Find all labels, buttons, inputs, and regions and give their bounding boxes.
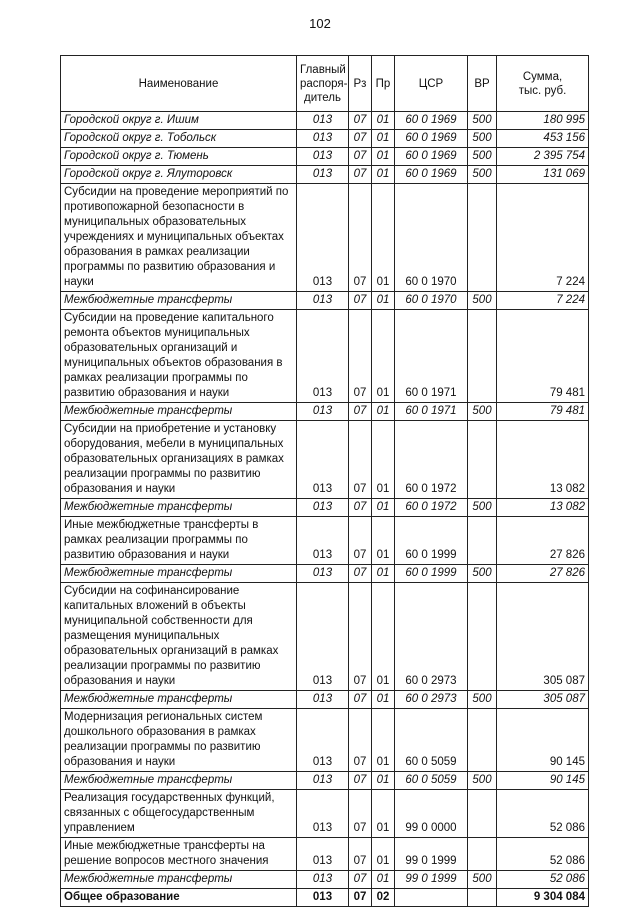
- cell-sum: 131 069: [497, 166, 589, 184]
- cell-pr: 01: [372, 583, 395, 691]
- cell-admin: 013: [297, 889, 349, 907]
- cell-csr: 60 0 1970: [395, 184, 468, 292]
- cell-rz: 07: [349, 517, 372, 565]
- table-row: [61, 871, 589, 889]
- cell-sum: 27 826: [497, 517, 589, 565]
- table-row: [61, 691, 589, 709]
- cell-sum: 9 304 084: [497, 889, 589, 907]
- cell-vr: 500: [468, 112, 497, 130]
- header-csr: ЦСР: [395, 56, 468, 112]
- cell-rz: 07: [349, 772, 372, 790]
- cell-rz: 07: [349, 565, 372, 583]
- header-rz: Рз: [349, 56, 372, 112]
- cell-admin: 013: [297, 403, 349, 421]
- cell-csr: 60 0 1970: [395, 292, 468, 310]
- cell-rz: 07: [349, 838, 372, 871]
- cell-name: Субсидии на проведение капитального ремонта объектов муниципальных образовательных организаций и муниципальных объектов образования в рамках реализации программы по развитию образования и науки: [61, 310, 297, 403]
- cell-name: Реализация государственных функций, связанных с общегосударственным управлением: [61, 790, 297, 838]
- cell-vr: 500: [468, 565, 497, 583]
- cell-pr: 01: [372, 517, 395, 565]
- cell-sum: 180 995: [497, 112, 589, 130]
- cell-pr: 01: [372, 691, 395, 709]
- cell-sum: 90 145: [497, 772, 589, 790]
- cell-csr: 99 0 1999: [395, 838, 468, 871]
- cell-sum: 13 082: [497, 499, 589, 517]
- table-row: [61, 583, 589, 691]
- cell-csr: 60 0 1971: [395, 403, 468, 421]
- cell-pr: 01: [372, 790, 395, 838]
- cell-vr: 500: [468, 130, 497, 148]
- cell-vr: [468, 790, 497, 838]
- cell-vr: [468, 709, 497, 772]
- cell-csr: 60 0 2973: [395, 583, 468, 691]
- cell-admin: 013: [297, 517, 349, 565]
- cell-name: Межбюджетные трансферты: [61, 499, 297, 517]
- header-pr: Пр: [372, 56, 395, 112]
- cell-rz: 07: [349, 130, 372, 148]
- cell-csr: 99 0 1999: [395, 871, 468, 889]
- header-admin-line-3: дитель: [304, 91, 341, 104]
- cell-name: Межбюджетные трансферты: [61, 292, 297, 310]
- table-row: [61, 184, 589, 292]
- cell-csr: 60 0 5059: [395, 709, 468, 772]
- cell-csr: 60 0 1969: [395, 148, 468, 166]
- cell-name: Городской округ г. Тюмень: [61, 148, 297, 166]
- cell-name: Субсидии на софинансирование капитальных вложений в объекты муниципальной собственности для размещения муниципальных образовательных организаций в рамках реализации программы по развитию образования и науки: [61, 583, 297, 691]
- cell-name: Межбюджетные трансферты: [61, 871, 297, 889]
- cell-vr: [468, 184, 497, 292]
- cell-rz: 07: [349, 709, 372, 772]
- cell-rz: 07: [349, 166, 372, 184]
- cell-sum: 13 082: [497, 421, 589, 499]
- table-row: [61, 310, 589, 403]
- cell-pr: 01: [372, 130, 395, 148]
- cell-pr: 01: [372, 166, 395, 184]
- cell-name: Межбюджетные трансферты: [61, 565, 297, 583]
- budget-body: [61, 112, 589, 907]
- cell-admin: 013: [297, 112, 349, 130]
- cell-rz: 07: [349, 184, 372, 292]
- cell-admin: 013: [297, 130, 349, 148]
- table-row: [61, 790, 589, 838]
- header-admin: [297, 56, 349, 112]
- cell-csr: 60 0 1972: [395, 499, 468, 517]
- header-sum-line-2: тыс. руб.: [518, 84, 567, 97]
- cell-rz: 07: [349, 310, 372, 403]
- cell-sum: 52 086: [497, 790, 589, 838]
- cell-rz: 07: [349, 691, 372, 709]
- table-row: [61, 565, 589, 583]
- cell-vr: 500: [468, 166, 497, 184]
- cell-sum: 27 826: [497, 565, 589, 583]
- header-sum-line-1: Сумма,: [522, 70, 563, 83]
- header-name: Наименование: [61, 56, 297, 112]
- cell-admin: 013: [297, 166, 349, 184]
- cell-name: Модернизация региональных систем дошкольного образования в рамках реализации программы по развитию образования и науки: [61, 709, 297, 772]
- cell-csr: 60 0 1969: [395, 166, 468, 184]
- table-row: [61, 130, 589, 148]
- cell-admin: 013: [297, 421, 349, 499]
- cell-rz: 07: [349, 499, 372, 517]
- cell-sum: 79 481: [497, 403, 589, 421]
- cell-admin: 013: [297, 148, 349, 166]
- cell-csr: 60 0 5059: [395, 772, 468, 790]
- cell-vr: [468, 421, 497, 499]
- cell-csr: 60 0 1969: [395, 112, 468, 130]
- cell-rz: 07: [349, 403, 372, 421]
- cell-name: Субсидии на проведение мероприятий по противопожарной безопасности в муниципальных образовательных учреждениях и муниципальных объектах образования в рамках реализации программы по развитию образования и науки: [61, 184, 297, 292]
- cell-admin: 013: [297, 499, 349, 517]
- page-number: 102: [309, 16, 331, 31]
- cell-rz: 07: [349, 583, 372, 691]
- table-row: [61, 148, 589, 166]
- cell-admin: 013: [297, 565, 349, 583]
- table-row: [61, 709, 589, 772]
- cell-sum: 453 156: [497, 130, 589, 148]
- cell-name: Межбюджетные трансферты: [61, 772, 297, 790]
- cell-pr: 01: [372, 565, 395, 583]
- header-admin-line-1: Главный: [300, 63, 346, 76]
- cell-csr: [395, 889, 468, 907]
- cell-rz: 07: [349, 871, 372, 889]
- cell-admin: 013: [297, 709, 349, 772]
- cell-pr: 01: [372, 772, 395, 790]
- header-row: [61, 56, 589, 112]
- header-sum: [497, 56, 589, 112]
- table-row: [61, 517, 589, 565]
- cell-admin: 013: [297, 292, 349, 310]
- cell-sum: 305 087: [497, 691, 589, 709]
- cell-admin: 013: [297, 184, 349, 292]
- cell-vr: 500: [468, 691, 497, 709]
- cell-vr: [468, 889, 497, 907]
- table-row: [61, 772, 589, 790]
- cell-pr: 01: [372, 310, 395, 403]
- table-row: [61, 889, 589, 907]
- cell-pr: 01: [372, 112, 395, 130]
- cell-rz: 07: [349, 292, 372, 310]
- cell-name: Городской округ г. Тобольск: [61, 130, 297, 148]
- cell-vr: 500: [468, 772, 497, 790]
- cell-pr: 02: [372, 889, 395, 907]
- cell-vr: [468, 517, 497, 565]
- cell-name: Иные межбюджетные трансферты в рамках реализации программы по развитию образования и науки: [61, 517, 297, 565]
- table-row: [61, 838, 589, 871]
- cell-pr: 01: [372, 148, 395, 166]
- header-admin-line-2: распоря-: [300, 77, 348, 90]
- cell-name: Городской округ г. Ишим: [61, 112, 297, 130]
- cell-vr: 500: [468, 292, 497, 310]
- cell-name: Межбюджетные трансферты: [61, 691, 297, 709]
- cell-pr: 01: [372, 709, 395, 772]
- cell-rz: 07: [349, 112, 372, 130]
- cell-sum: 79 481: [497, 310, 589, 403]
- cell-vr: 500: [468, 148, 497, 166]
- cell-sum: 7 224: [497, 292, 589, 310]
- cell-sum: 2 395 754: [497, 148, 589, 166]
- cell-admin: 013: [297, 583, 349, 691]
- cell-csr: 60 0 2973: [395, 691, 468, 709]
- cell-pr: 01: [372, 838, 395, 871]
- cell-vr: [468, 583, 497, 691]
- cell-name: Иные межбюджетные трансферты на решение вопросов местного значения: [61, 838, 297, 871]
- table-row: [61, 112, 589, 130]
- cell-name: Межбюджетные трансферты: [61, 403, 297, 421]
- cell-pr: 01: [372, 292, 395, 310]
- cell-pr: 01: [372, 421, 395, 499]
- cell-sum: 7 224: [497, 184, 589, 292]
- cell-admin: 013: [297, 871, 349, 889]
- cell-vr: [468, 310, 497, 403]
- table-row: [61, 292, 589, 310]
- cell-name: Городской округ г. Ялуторовск: [61, 166, 297, 184]
- cell-sum: 52 086: [497, 838, 589, 871]
- cell-admin: 013: [297, 310, 349, 403]
- cell-sum: 52 086: [497, 871, 589, 889]
- cell-vr: [468, 838, 497, 871]
- cell-csr: 60 0 1999: [395, 565, 468, 583]
- cell-admin: 013: [297, 838, 349, 871]
- table-row: [61, 403, 589, 421]
- cell-vr: 500: [468, 499, 497, 517]
- cell-csr: 60 0 1969: [395, 130, 468, 148]
- budget-table: [60, 55, 589, 907]
- cell-csr: 60 0 1972: [395, 421, 468, 499]
- cell-csr: 60 0 1971: [395, 310, 468, 403]
- table-row: [61, 499, 589, 517]
- cell-rz: 07: [349, 421, 372, 499]
- cell-pr: 01: [372, 499, 395, 517]
- table-row: [61, 421, 589, 499]
- cell-csr: 60 0 1999: [395, 517, 468, 565]
- cell-rz: 07: [349, 889, 372, 907]
- cell-pr: 01: [372, 184, 395, 292]
- cell-admin: 013: [297, 691, 349, 709]
- cell-name: Субсидии на приобретение и установку оборудования, мебели в муниципальных образовательных организациях в рамках реализации программы по развитию образования и науки: [61, 421, 297, 499]
- cell-sum: 90 145: [497, 709, 589, 772]
- cell-rz: 07: [349, 790, 372, 838]
- cell-admin: 013: [297, 772, 349, 790]
- cell-pr: 01: [372, 403, 395, 421]
- cell-rz: 07: [349, 148, 372, 166]
- cell-csr: 99 0 0000: [395, 790, 468, 838]
- cell-pr: 01: [372, 871, 395, 889]
- cell-sum: 305 087: [497, 583, 589, 691]
- header-vr: ВР: [468, 56, 497, 112]
- cell-admin: 013: [297, 790, 349, 838]
- table-row: [61, 166, 589, 184]
- cell-vr: 500: [468, 871, 497, 889]
- cell-name: Общее образование: [61, 889, 297, 907]
- cell-vr: 500: [468, 403, 497, 421]
